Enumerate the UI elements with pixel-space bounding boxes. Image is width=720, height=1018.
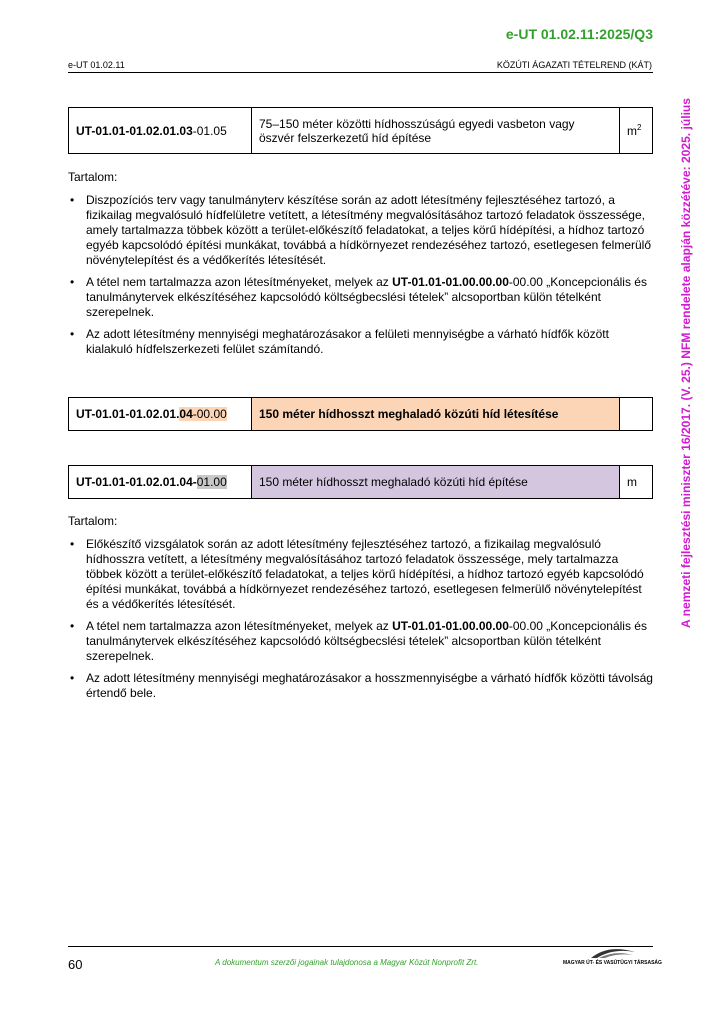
logo-text: MAGYAR ÚT- ÉS VASÚTÜGYI TÁRSASÁG (563, 960, 662, 966)
page-number: 60 (68, 957, 83, 972)
section-label: Tartalom: (68, 170, 118, 184)
item-table-3 (68, 465, 653, 499)
side-note-text: A nemzeti fejlesztési miniszter 16/2017. (V. 25.) NFM rendelete alapján közzétéve: 2025. július (681, 122, 693, 628)
section-label: Tartalom: (68, 514, 118, 528)
list-item: • A tétel nem tartalmazza azon létesítményeket, melyek az UT-01.01-01.00.00.00-00.00 „Koncepcionális és tanulmánytervek elkészítéséhez kapcsolódó költségbecslési tételek” alcsoportban külön tételként szerepelnek. (68, 275, 653, 320)
bullet-list-1 (68, 193, 653, 364)
side-note (678, 96, 694, 630)
item-description: 75–150 méter közötti hídhosszúságú egyedi vasbeton vagy öszvér felszerkezetű híd építése (252, 108, 620, 154)
item-description: 150 méter hídhosszt meghaladó közúti híd létesítése (252, 398, 620, 431)
list-item: • Az adott létesítmény mennyiségi meghatározásakor a felületi mennyiségbe a várható hídfők között kialakuló hídfelszerkezeti felület számítandó. (68, 327, 653, 357)
item-description: 150 méter hídhosszt meghaladó közúti híd építése (252, 466, 620, 499)
header-right: KÖZÚTI ÁGAZATI TÉTELREND (KÁT) (496, 60, 652, 70)
company-logo (563, 946, 662, 970)
bullet-list-2 (68, 537, 653, 708)
document-id: e-UT 01.02.11:2025/Q3 (505, 26, 653, 42)
item-unit (620, 398, 653, 431)
item-table-1 (68, 107, 653, 154)
list-item: • Diszpozíciós terv vagy tanulmányterv készítése során az adott létesítmény fejlesztéséhez tartozó, a fizikailag megvalósuló hídfelületre vetített, a létesítmény megvalósításához tartozó feladatok összessége, amely tartalmazza többek között a terület-előkészítő feladatokat, a teljes körű hídépítési, a hídhoz tartozó egyéb kapcsolódó építési munkákat, továbbá a hídkörnyezet rendezéséhez tartozó, esetlegesen felmerülő növénytelepítést és a védőkerítés létesítését. (68, 193, 653, 268)
item-code: UT-01.01-01.02.01.04-01.00 (69, 466, 252, 499)
list-item: • Az adott létesítmény mennyiségi meghatározásakor a hosszmennyiségbe a várható hídfők közötti távolság értendő bele. (68, 671, 653, 701)
item-unit: $m^2$ (620, 108, 653, 154)
logo-swoosh-icon (563, 946, 653, 960)
item-table-2 (68, 397, 653, 431)
item-code: UT-01.01-01.02.01.04-00.00 (69, 398, 252, 431)
item-code: UT-01.01-01.02.01.03-01.05 (69, 108, 252, 154)
header-left: e-UT 01.02.11 (68, 60, 125, 70)
item-unit: m (620, 466, 653, 499)
list-item: • A tétel nem tartalmazza azon létesítményeket, melyek az UT-01.01-01.00.00.00-00.00 „Koncepcionális és tanulmánytervek elkészítéséhez kapcsolódó költségbecslési tételek” alcsoportban külön tételként szerepelnek. (68, 619, 653, 664)
header-divider (68, 72, 653, 73)
list-item: • Előkészítő vizsgálatok során az adott létesítmény fejlesztéséhez tartozó, a fizikailag megvalósuló hídhosszra vetített, a létesítmény megvalósításához tartozó feladatok összessége, mely tartalmazza többek között a terület-előkészítő feladatokat, a teljes körű hídépítési, a hídhoz tartozó egyéb kapcsolódó építési munkákat, továbbá a hídkörnyezet rendezéséhez tartozó, esetlegesen felmerülő növénytelepítést és a védőkerítés létesítését. (68, 537, 653, 612)
copyright-note: A dokumentum szerzői jogainak tulajdonosa a Magyar Közút Nonprofit Zrt. (215, 958, 479, 967)
